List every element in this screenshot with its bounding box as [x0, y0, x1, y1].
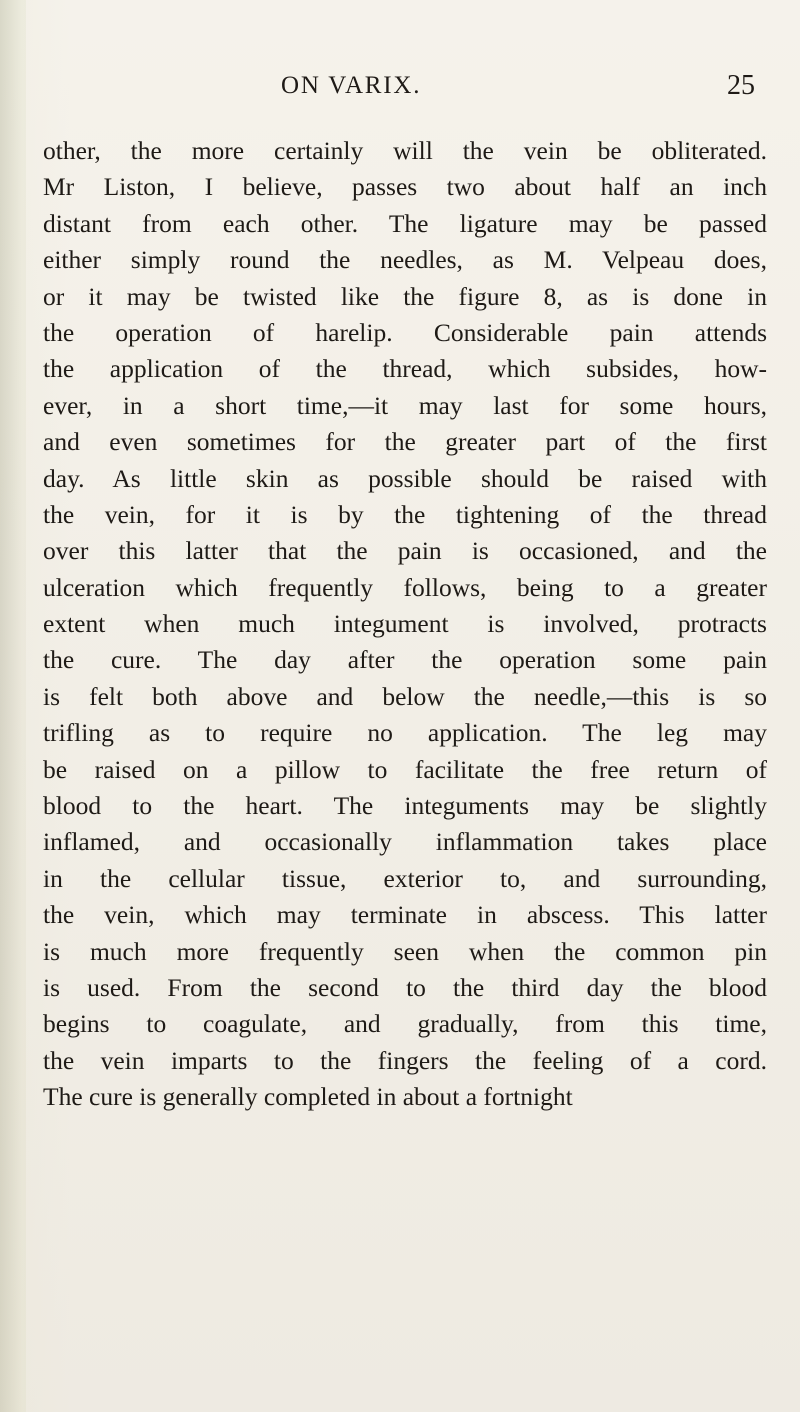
running-head: ON VARIX.	[281, 72, 422, 99]
text-line: day. As little skin as possible should be raised with	[43, 463, 767, 493]
text-line: begins to coagulate, and gradually, from this time,	[43, 1009, 767, 1039]
page-header	[0, 72, 800, 112]
text-line: is used. From the second to the third day the blood	[43, 972, 767, 1002]
text-line: ever, in a short time,—it may last for some hours,	[43, 390, 767, 420]
text-line: distant from each other. The ligature may be passed	[43, 208, 767, 238]
text-line: Mr Liston, I believe, passes two about half an inch	[43, 172, 767, 202]
text-line: other, the more certainly will the vein be obliterated.	[43, 136, 767, 165]
text-line: the cure. The day after the operation some pain	[43, 645, 767, 675]
text-line: the vein, for it is by the tightening of the thread	[43, 499, 767, 529]
page-number: 25	[727, 70, 755, 101]
text-line: inflamed, and occasionally inflammation takes place	[43, 827, 767, 857]
text-line: ulceration which frequently follows, being to a greater	[43, 572, 767, 602]
text-line: or it may be twisted like the figure 8, as is done in	[43, 281, 767, 311]
text-line: blood to the heart. The integuments may be slightly	[43, 791, 767, 821]
text-line: over this latter that the pain is occasioned, and the	[43, 536, 767, 566]
text-line: trifling as to require no application. The leg may	[43, 718, 767, 748]
text-line: is much more frequently seen when the common pin	[43, 936, 767, 966]
text-line: either simply round the needles, as M. Velpeau does,	[43, 245, 767, 275]
text-line: be raised on a pillow to facilitate the free return of	[43, 754, 767, 784]
text-line: the vein, which may terminate in abscess. This latter	[43, 900, 767, 930]
text-line: in the cellular tissue, exterior to, and surrounding,	[43, 863, 767, 893]
text-line: the vein imparts to the fingers the feeling of a cord.	[43, 1045, 767, 1075]
text-line: the operation of harelip. Considerable pain attends	[43, 317, 767, 347]
text-line: extent when much integument is involved, protracts	[43, 609, 767, 639]
text-line: is felt both above and below the needle,—this is so	[43, 681, 767, 711]
text-line: the application of the thread, which subsides, how-	[43, 354, 767, 384]
text-line: The cure is generally completed in about a fortnight	[43, 1082, 573, 1112]
text-line: and even sometimes for the greater part of the first	[43, 427, 767, 457]
body-text	[43, 133, 767, 1116]
